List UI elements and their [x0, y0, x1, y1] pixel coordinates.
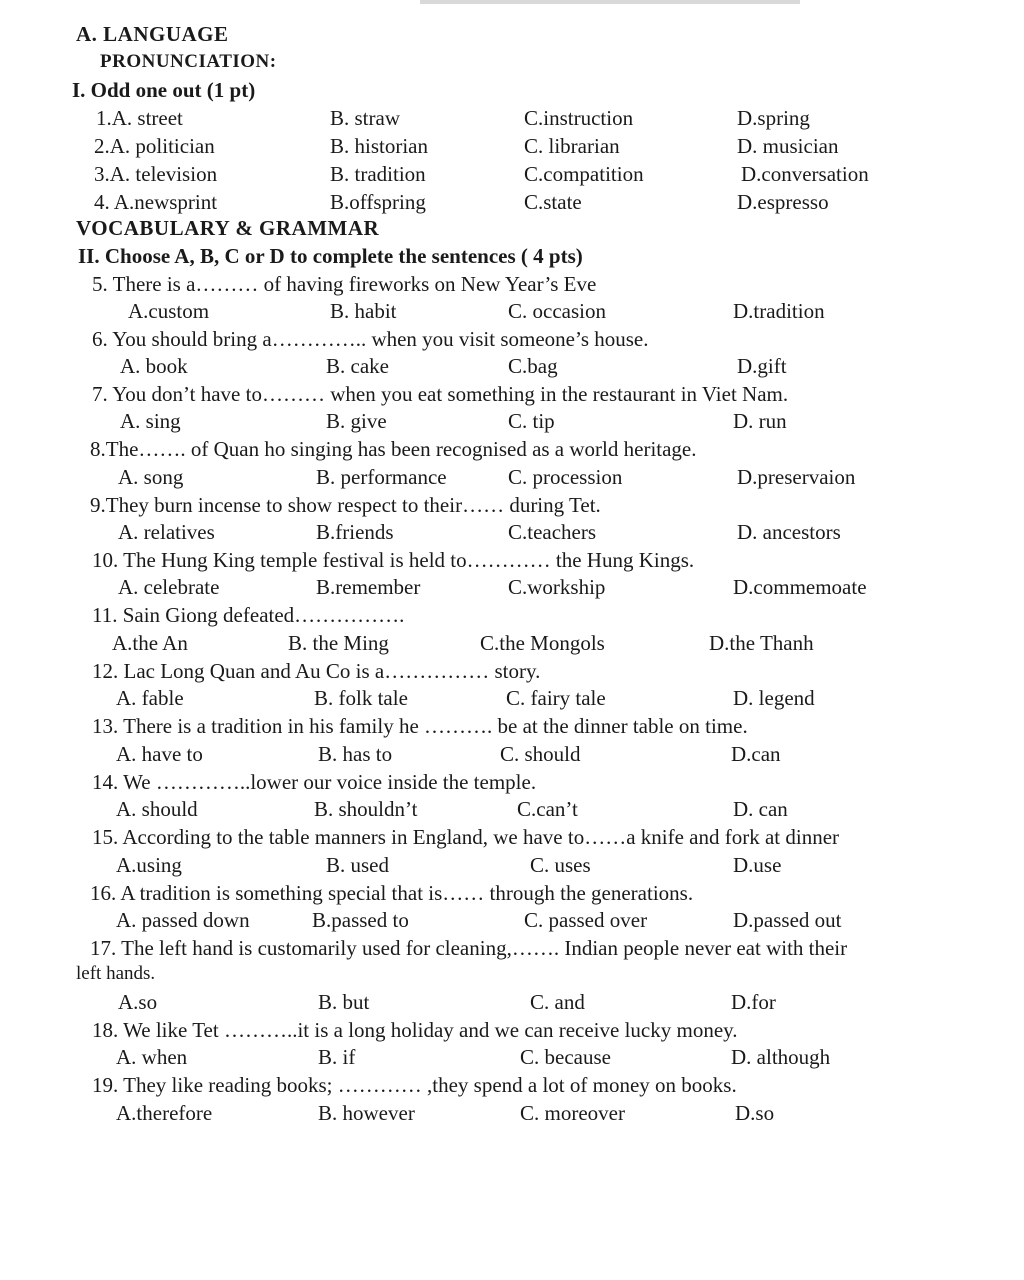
question-stem: 6. You should bring a………….. when you visit someone’s house. — [92, 327, 649, 351]
question-options-row — [0, 573, 1024, 601]
part1-title: I. Odd one out (1 pt) — [72, 78, 256, 102]
option-a: A. sing — [120, 409, 181, 433]
option-a: 2.A. politician — [94, 134, 215, 158]
option-d: D.commemoate — [733, 575, 867, 599]
option-b: B. but — [318, 990, 370, 1014]
option-d: D. run — [733, 409, 787, 433]
option-c: C. passed over — [524, 908, 648, 932]
option-c: C. fairy tale — [506, 686, 606, 710]
question-stem: 18. We like Tet ………..it is a long holiday and we can receive lucky money. — [92, 1018, 738, 1042]
question-stem: 16. A tradition is something special that is…… through the generations. — [90, 881, 694, 905]
pronunciation-heading: PRONUNCIATION: — [100, 51, 277, 72]
option-c: C. because — [520, 1045, 611, 1069]
option-c: C.the Mongols — [480, 631, 605, 655]
section-heading-row — [0, 20, 1024, 48]
question-stem-row — [0, 1071, 1024, 1099]
part1-question-row — [0, 160, 1024, 188]
option-a: A.the An — [112, 631, 188, 655]
option-a: A. have to — [116, 742, 203, 766]
option-a: A. song — [118, 465, 184, 489]
question-stem-row — [0, 546, 1024, 574]
question-stem: 14. We …………..lower our voice inside the temple. — [92, 770, 537, 794]
part2-title-row — [0, 242, 1024, 270]
question-stem-row — [0, 380, 1024, 408]
option-b: B. tradition — [330, 162, 426, 186]
question-stem-row — [0, 768, 1024, 796]
question-stem-continued: left hands. — [76, 963, 156, 984]
question-options-row — [0, 851, 1024, 879]
question-stem-row — [0, 1016, 1024, 1044]
question-stem: 17. The left hand is customarily used for cleaning,……. Indian people never eat with their — [90, 936, 848, 960]
option-d: D.use — [733, 853, 782, 877]
option-c: C. librarian — [524, 134, 620, 158]
option-c: C.instruction — [524, 106, 634, 130]
part1-question-row — [0, 188, 1024, 216]
option-a: 4. A.newsprint — [94, 190, 218, 214]
option-d: D.tradition — [733, 299, 825, 323]
option-b: B. shouldn’t — [314, 797, 418, 821]
option-a: A.so — [118, 990, 158, 1014]
question-stem-row — [0, 879, 1024, 907]
option-c: C. occasion — [508, 299, 606, 323]
option-b: B.offspring — [330, 190, 426, 214]
question-stem-row — [0, 657, 1024, 685]
part1-title-row — [0, 76, 1024, 104]
question-stem-row — [0, 823, 1024, 851]
question-stem-row — [0, 934, 1024, 962]
question-options-row — [0, 518, 1024, 546]
pronunciation-row — [0, 48, 1024, 76]
option-d: D.conversation — [741, 162, 869, 186]
option-c: C. tip — [508, 409, 555, 433]
question-options-row — [0, 740, 1024, 768]
option-d: D.espresso — [737, 190, 829, 214]
option-d: D.passed out — [733, 908, 842, 932]
option-b: B. straw — [330, 106, 400, 130]
option-d: D. can — [733, 797, 788, 821]
question-stem: 15. According to the table manners in England, we have to……a knife and fork at dinner — [92, 825, 840, 849]
question-stem: 13. There is a tradition in his family he ………. be at the dinner table on time. — [92, 714, 748, 738]
option-c: C. procession — [508, 465, 623, 489]
option-b: B. give — [326, 409, 387, 433]
option-a: A.custom — [128, 299, 210, 323]
option-b: B. historian — [330, 134, 428, 158]
option-a: 3.A. television — [94, 162, 218, 186]
option-d: D.spring — [737, 106, 810, 130]
option-d: D.preservaion — [737, 465, 856, 489]
option-b: B. folk tale — [314, 686, 408, 710]
question-stem: 7. You don’t have to……… when you eat something in the restaurant in Viet Nam. — [92, 382, 789, 406]
part1-question-row — [0, 104, 1024, 132]
option-c: C.bag — [508, 354, 558, 378]
option-c: C. moreover — [520, 1101, 625, 1125]
question-stem-row — [0, 601, 1024, 629]
question-options-row — [0, 684, 1024, 712]
option-c: C. and — [530, 990, 585, 1014]
option-a: A.therefore — [116, 1101, 213, 1125]
vocab-heading-row — [0, 214, 1024, 242]
question-stem: 5. There is a……… of having fireworks on New Year’s Eve — [92, 272, 597, 296]
option-d: D.so — [735, 1101, 775, 1125]
question-options-row — [0, 463, 1024, 491]
option-c: C.can’t — [517, 797, 578, 821]
option-b: B. has to — [318, 742, 393, 766]
question-stem-row — [0, 712, 1024, 740]
question-stem: 11. Sain Giong defeated……………. — [92, 603, 405, 627]
option-d: D. ancestors — [737, 520, 841, 544]
option-a: A. fable — [116, 686, 184, 710]
question-stem-row — [0, 325, 1024, 353]
option-a: A. book — [120, 354, 188, 378]
section-a-heading: A. LANGUAGE — [76, 22, 229, 46]
part1-question-row — [0, 132, 1024, 160]
option-c: C. uses — [530, 853, 591, 877]
option-c: C.state — [524, 190, 582, 214]
part2-title: II. Choose A, B, C or D to complete the sentences ( 4 pts) — [78, 244, 583, 268]
question-options-row — [0, 988, 1024, 1016]
scan-artifact-bar — [420, 0, 800, 4]
option-d: D. musician — [737, 134, 839, 158]
option-b: B. habit — [330, 299, 397, 323]
question-stem-row — [0, 491, 1024, 519]
question-options-row — [0, 352, 1024, 380]
option-b: B. if — [318, 1045, 356, 1069]
question-options-row — [0, 1099, 1024, 1127]
option-d: D.gift — [737, 354, 787, 378]
question-options-row — [0, 1043, 1024, 1071]
question-stem: 8.The……. of Quan ho singing has been recognised as a world heritage. — [90, 437, 697, 461]
option-a: A.using — [116, 853, 182, 877]
option-d: D. legend — [733, 686, 815, 710]
question-options-row — [0, 407, 1024, 435]
question-stem: 19. They like reading books; ………… ,they spend a lot of money on books. — [92, 1073, 737, 1097]
option-c: C. should — [500, 742, 581, 766]
option-b: B.remember — [316, 575, 421, 599]
option-b: B. cake — [326, 354, 389, 378]
question-stem: 9.They burn incense to show respect to their…… during Tet. — [90, 493, 601, 517]
option-a: 1.A. street — [96, 106, 183, 130]
question-options-row — [0, 297, 1024, 325]
option-a: A. should — [116, 797, 198, 821]
question-stem-continued-row — [0, 960, 1024, 988]
option-b: B.friends — [316, 520, 394, 544]
question-options-row — [0, 795, 1024, 823]
question-stem-row — [0, 270, 1024, 298]
option-c: C.teachers — [508, 520, 597, 544]
question-stem: 10. The Hung King temple festival is held to………… the Hung Kings. — [92, 548, 695, 572]
question-stem: 12. Lac Long Quan and Au Co is a…………… story. — [92, 659, 541, 683]
vocab-grammar-heading: VOCABULARY & GRAMMAR — [76, 216, 380, 240]
option-b: B. used — [326, 853, 389, 877]
question-stem-row — [0, 435, 1024, 463]
question-options-row — [0, 906, 1024, 934]
option-a: A. celebrate — [118, 575, 220, 599]
question-options-row — [0, 629, 1024, 657]
option-a: A. relatives — [118, 520, 215, 544]
option-d: D.for — [731, 990, 776, 1014]
option-b: B. performance — [316, 465, 447, 489]
option-b: B.passed to — [312, 908, 409, 932]
option-c: C.workship — [508, 575, 606, 599]
option-d: D. although — [731, 1045, 831, 1069]
option-a: A. passed down — [116, 908, 250, 932]
option-d: D.can — [731, 742, 781, 766]
option-d: D.the Thanh — [709, 631, 814, 655]
option-b: B. however — [318, 1101, 415, 1125]
option-a: A. when — [116, 1045, 188, 1069]
option-b: B. the Ming — [288, 631, 389, 655]
option-c: C.compatition — [524, 162, 644, 186]
